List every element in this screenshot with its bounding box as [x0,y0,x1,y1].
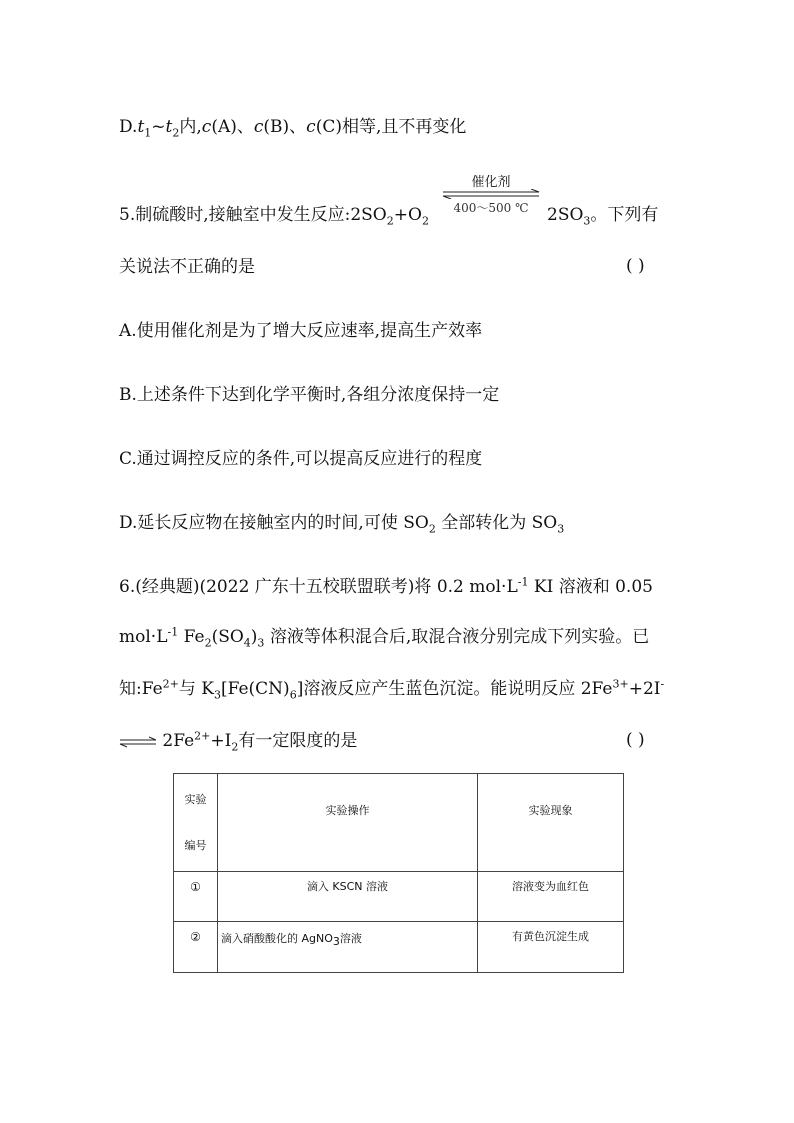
q6-line2 [119,622,649,649]
q6-line3-c: [Fe(CN) [220,679,290,699]
q5-stem-line2: 关说法不正确的是 [119,257,255,277]
t2-sub: 2 [172,126,180,140]
table-row [174,922,624,973]
q6-line1 [119,572,653,597]
q6-line3-sup3: - [660,677,665,691]
q6-line3-sup2: 3+ [612,677,629,691]
row-phenomenon: 溶液变为血红色 [478,872,624,922]
q6-line3-sub2: 6 [289,688,297,702]
row-number: ① [174,872,218,922]
q6-line4 [119,726,357,753]
q4-option-d [119,112,466,139]
q6-line3-sup1: 2+ [162,677,179,691]
q6-line2-a: mol·L [119,627,168,647]
option-label: D. [119,117,138,137]
q4-suffix: 相等,且不再变化 [341,117,467,137]
tilde: ~ [151,117,166,137]
within-text: 内, [179,117,202,137]
header-phenomenon: 实验现象 [478,774,624,872]
header-number-line1: 实验 [184,792,207,806]
option-d-mid: 全部转化为 SO [435,513,558,533]
reversible-arrow-with-conditions [441,171,541,217]
catalyst-label: 催化剂 [471,175,511,190]
q6-line1-rest: KI 溶液和 0.05 [528,577,653,597]
table-row [174,872,624,922]
q6-line4-a: 2Fe [157,731,195,751]
q5-answer-bracket: ( ) [626,256,645,276]
q6-line2-e: 溶液等体积混合后,取混合液分别完成下列实验。已 [264,627,650,647]
row-operation-tail: 溶液 [339,932,362,945]
q5-option-a[interactable]: A.使用催化剂是为了增大反应速率,提高生产效率 [119,321,483,341]
t1-sub: 1 [144,126,152,140]
row-operation [218,922,478,973]
q5-stem-line1-right [547,200,658,227]
q6-answer-bracket: ( ) [626,730,645,750]
option-d-main: D.延长反应物在接触室内的时间,可使 SO [119,513,429,533]
c-c: c [306,117,316,137]
row-operation-sub: 3 [332,935,340,949]
c-b: c [253,117,264,137]
q6-line3-d: ]溶液反应产生蓝色沉淀。能说明反应 2Fe [296,679,613,699]
plus-o: +O [393,205,422,225]
q5-option-d[interactable] [119,508,564,535]
q5-stem-suffix: 。下列有 [590,205,659,225]
c-text: (C) [315,117,342,137]
t2: t [165,117,173,137]
q6-line1-text: 6.(经典题)(2022 广东十五校联盟联考)将 0.2 mol·L [119,577,518,597]
q6-line2-sup: -1 [167,625,179,639]
row-operation: 滴入 KSCN 溶液 [218,872,478,922]
q6-line3-e: +2I [628,679,661,699]
q6-line3-b: 与 K [178,679,214,699]
header-number [174,774,218,872]
q6-line1-sup: -1 [517,575,529,589]
header-number-line2: 编号 [184,838,207,852]
header-operation: 实验操作 [218,774,478,872]
q6-line4-sup1: 2+ [194,729,211,743]
q6-line3 [119,674,664,701]
q5-option-b[interactable]: B.上述条件下达到化学平衡时,各组分浓度保持一定 [119,385,500,405]
so2-sub: 2 [386,214,394,228]
q6-line4-sub1: 2 [231,740,239,754]
option-d-sub1: 2 [428,522,436,536]
row-operation-text: 滴入硝酸酸化的 AgNO [221,932,333,945]
row-phenomenon: 有黄色沉淀生成 [478,922,624,973]
equilibrium-arrow-icon [441,189,541,199]
q6-line4-b: +I [210,731,232,751]
experiment-table [173,773,624,973]
q6-line2-sub3: 3 [257,636,265,650]
q6-line4-c: 有一定限度的是 [238,731,358,751]
q6-line2-c: (SO [211,627,244,647]
b-text: (B)、 [263,117,307,137]
q6-line2-sub1: 2 [204,636,212,650]
q6-line3-sub1: 3 [213,688,221,702]
q6-line2-sub2: 4 [243,636,251,650]
product: 2SO [547,205,584,225]
q6-line2-b: Fe [178,627,205,647]
q6-line2-d: ) [250,627,258,647]
o2-sub: 2 [421,214,429,228]
option-d-sub2: 3 [557,522,565,536]
q6-line3-a: 知:Fe [119,679,163,699]
row-number: ② [174,922,218,973]
q5-option-c[interactable]: C.通过调控反应的条件,可以提高反应进行的程度 [119,449,483,469]
so3-sub: 3 [583,214,591,228]
temperature-condition: 400～500 ℃ [453,201,529,215]
q5-stem-prefix: 5.制硫酸时,接触室中发生反应:2SO [119,205,387,225]
table-header-row [174,774,624,872]
q5-stem-line1 [119,200,429,227]
a-text: (A)、 [211,117,254,137]
t1: t [137,117,145,137]
equilibrium-arrow-icon [119,736,157,748]
c-a: c [201,117,212,137]
